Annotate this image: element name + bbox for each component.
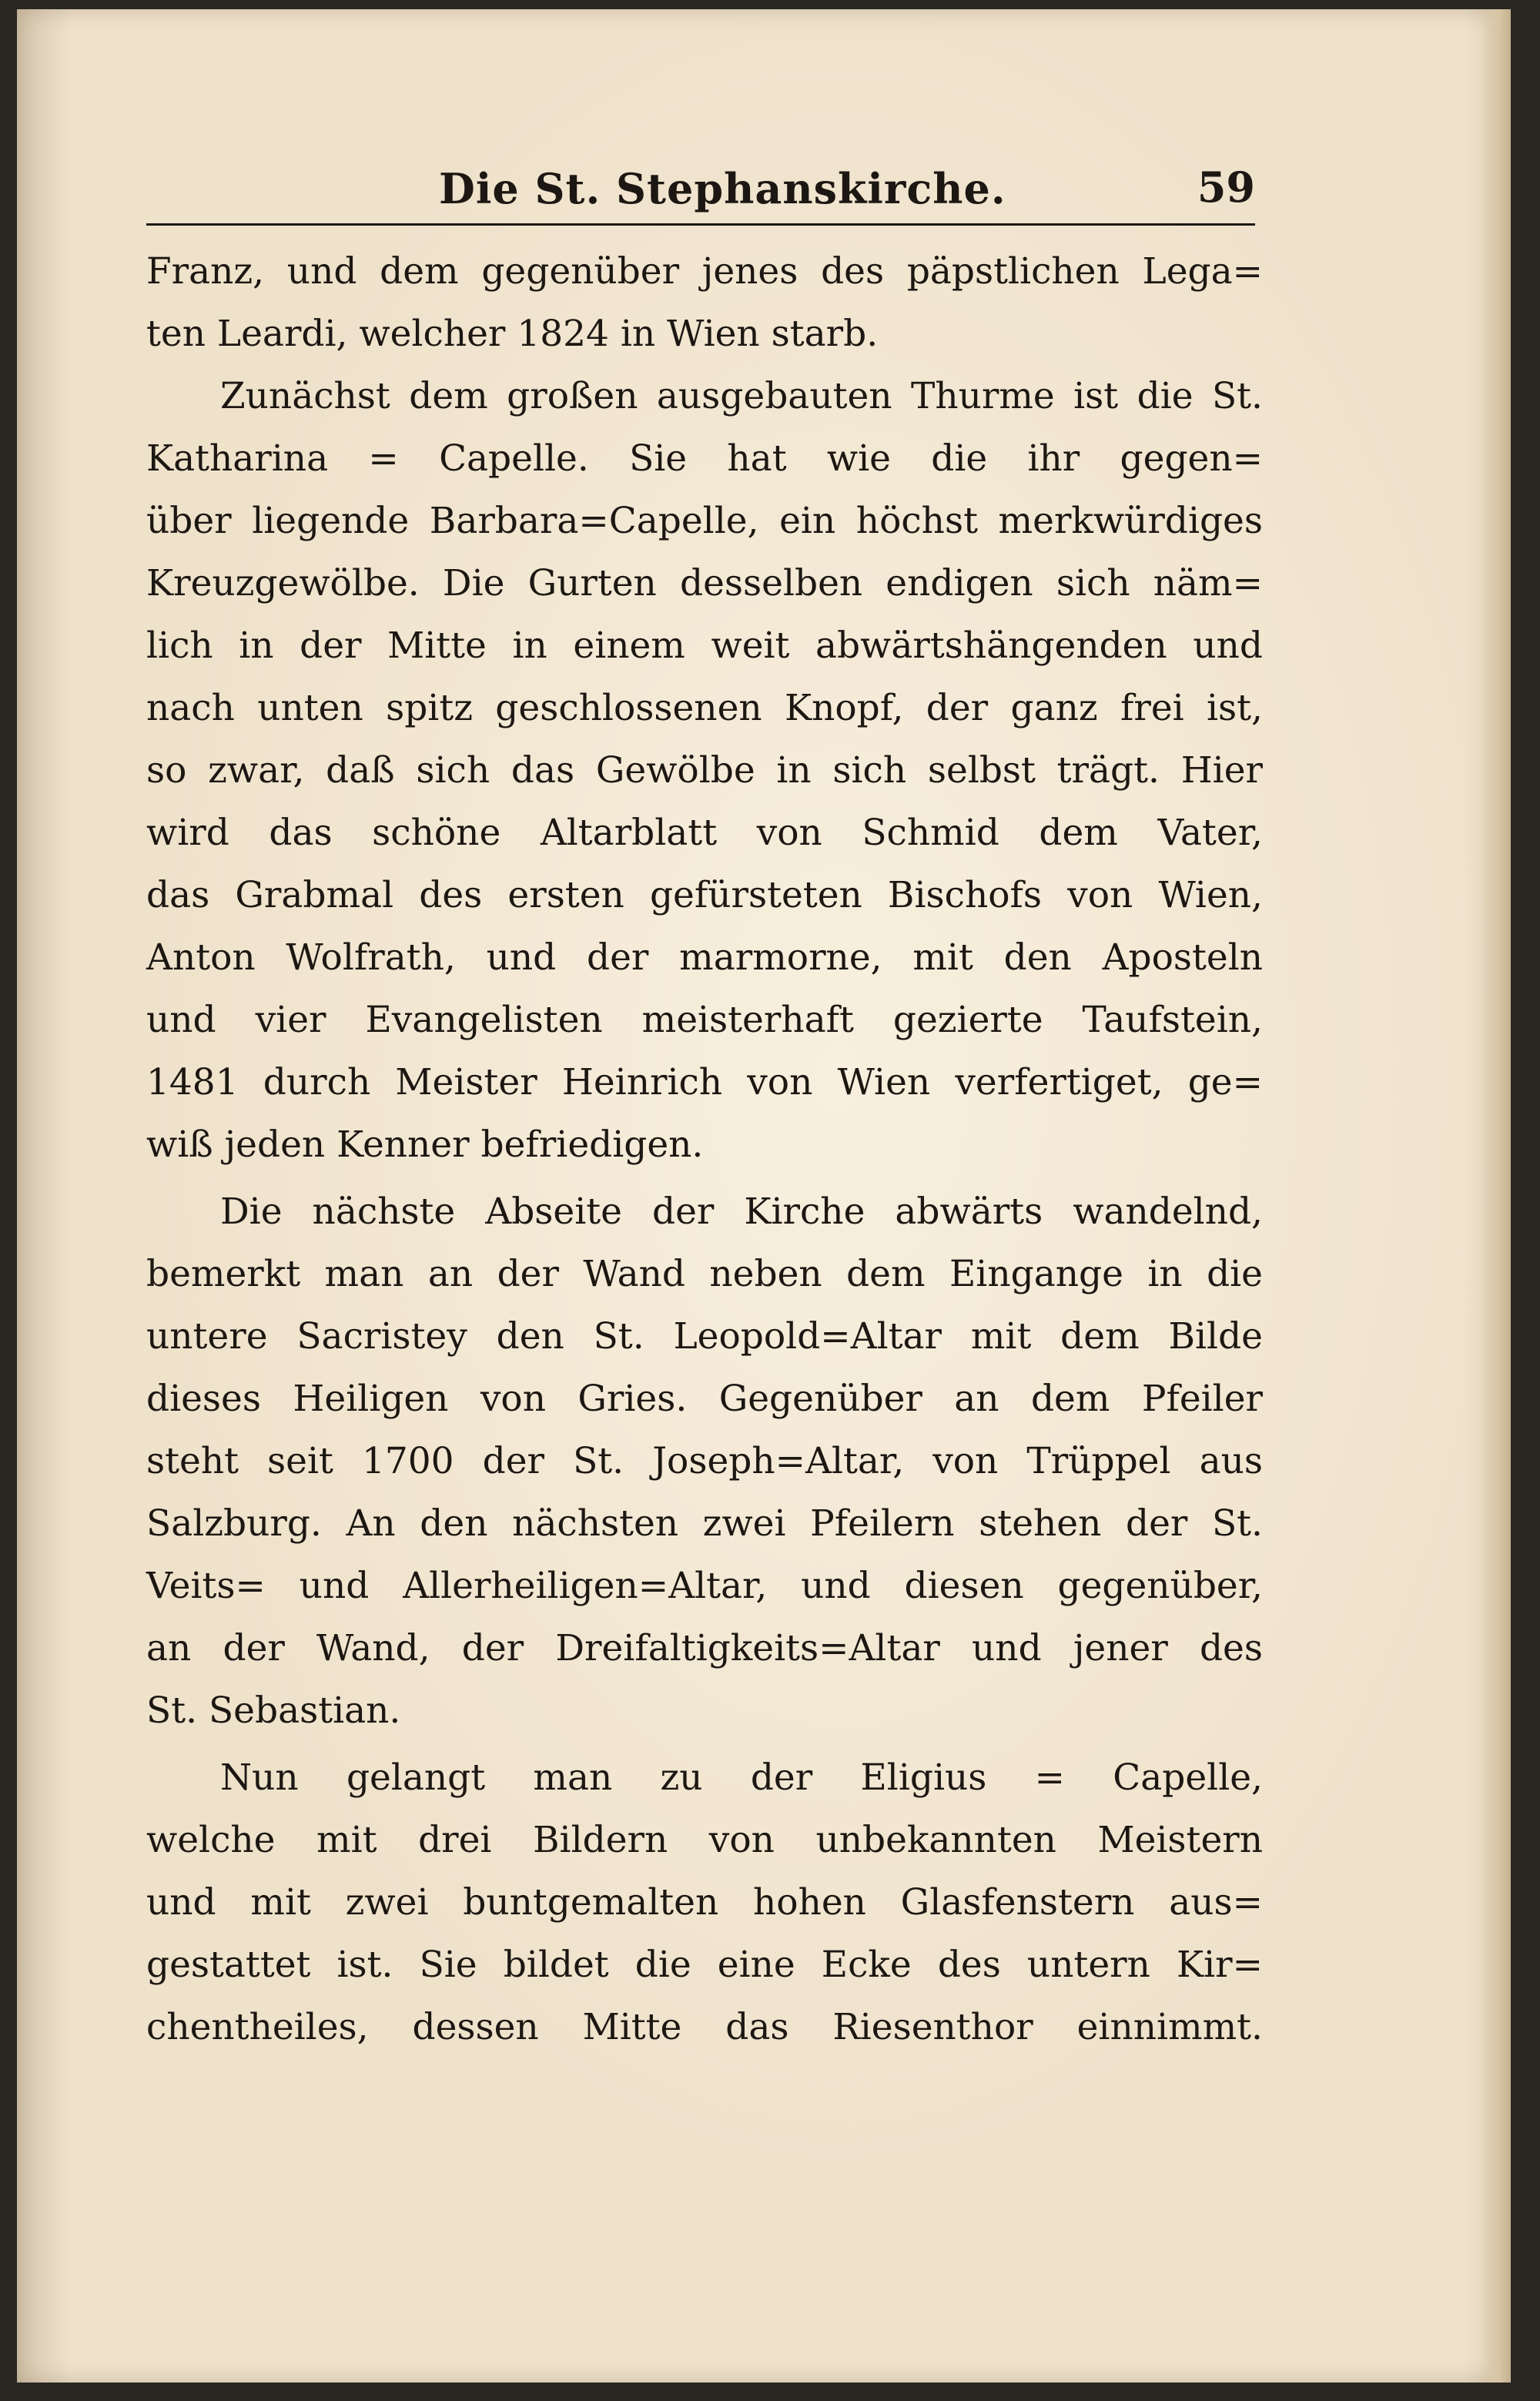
paragraph (146, 240, 1263, 365)
text-line: Kreuzgewölbe. Die Gurten desselben endigen sich näm= (146, 562, 1263, 604)
text-line: Katharina = Capelle. Sie hat wie die ihr gegen= (146, 437, 1263, 480)
text-line: nach unten spitz geschlossenen Knopf, der ganz frei ist, (146, 687, 1263, 729)
text-line: untere Sacristey den St. Leopold=Altar mit dem Bilde (146, 1315, 1263, 1358)
text-line: Anton Wolfrath, und der marmorne, mit den Aposteln (146, 936, 1263, 979)
text-line: steht seit 1700 der St. Joseph=Altar, von Trüppel aus (146, 1440, 1263, 1482)
text-line: wiß jeden Kenner befriedigen. (146, 1123, 704, 1166)
running-head: Die St. Stephanskirche. (439, 164, 1006, 213)
text-line: 1481 durch Meister Heinrich von Wien verfertiget, ge= (146, 1061, 1263, 1103)
paragraph (146, 365, 1263, 1176)
text-line: chentheiles, dessen Mitte das Riesenthor einnimmt. (146, 2006, 1263, 2048)
page-number: 59 (1197, 162, 1255, 212)
text-line: Salzburg. An den nächsten zwei Pfeilern stehen der St. (146, 1502, 1263, 1545)
text-line: wird das schöne Altarblatt von Schmid dem Vater, (146, 812, 1263, 854)
text-line: Zunächst dem großen ausgebauten Thurme ist die St. (220, 375, 1263, 417)
text-line: ten Leardi, welcher 1824 in Wien starb. (146, 313, 879, 355)
text-line: das Grabmal des ersten gefürsteten Bischofs von Wien, (146, 874, 1263, 916)
header-rule (146, 223, 1255, 226)
text-line: St. Sebastian. (146, 1689, 401, 1732)
text-line: an der Wand, der Dreifaltigkeits=Altar und jener des (146, 1627, 1263, 1669)
text-line: lich in der Mitte in einem weit abwärtshängenden und (146, 625, 1263, 667)
text-line: Veits= und Allerheiligen=Altar, und diesen gegenüber, (146, 1565, 1263, 1607)
paragraph (146, 1180, 1263, 1742)
text-line: Nun gelangt man zu der Eligius = Capelle, (220, 1756, 1263, 1799)
body-text (146, 240, 1263, 2058)
text-line: welche mit drei Bildern von unbekannten Meistern (146, 1819, 1263, 1861)
text-line: über liegende Barbara=Capelle, ein höchst merkwürdiges (146, 500, 1263, 542)
text-line: so zwar, daß sich das Gewölbe in sich selbst trägt. Hier (146, 749, 1263, 792)
text-line: dieses Heiligen von Gries. Gegenüber an dem Pfeiler (146, 1378, 1263, 1420)
page-edge-shadow (1480, 9, 1511, 2383)
text-line: Die nächste Abseite der Kirche abwärts wandelnd, (220, 1190, 1263, 1233)
text-line: bemerkt man an der Wand neben dem Eingange in die (146, 1253, 1263, 1295)
paragraph (146, 1746, 1263, 2058)
text-line: und vier Evangelisten meisterhaft gezierte Taufstein, (146, 999, 1263, 1041)
text-line: gestattet ist. Sie bildet die eine Ecke des untern Kir= (146, 1944, 1263, 1986)
text-line: Franz, und dem gegenüber jenes des päpstlichen Lega= (146, 250, 1263, 293)
page-header (146, 158, 1255, 219)
text-line: und mit zwei buntgemalten hohen Glasfenstern aus= (146, 1881, 1263, 1924)
